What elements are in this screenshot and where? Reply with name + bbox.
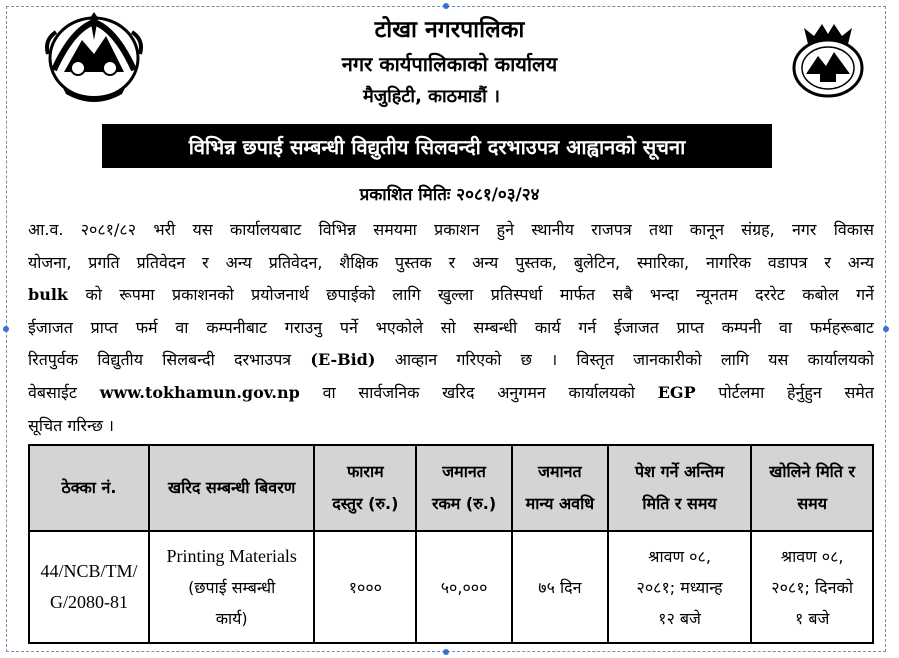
header-security-amount: जमानत रकम (रु.) bbox=[416, 445, 512, 531]
resize-handle-left[interactable] bbox=[3, 326, 9, 332]
cell-security-amount: ५०,००० bbox=[416, 531, 512, 643]
notice-body bbox=[28, 214, 874, 442]
cell-security-validity: ७५ दिन bbox=[512, 531, 608, 643]
resize-handle-top[interactable] bbox=[443, 3, 449, 9]
body-line-1: आ.व. २०८१/८२ भरी यस कार्यालयबाट विभिन्न समयमा प्रकाशन हुने स्थानीय राजपत्र तथा कानून संग्रह, नगर विकास bbox=[28, 220, 874, 239]
office-name: टोखा नगरपालिका bbox=[374, 17, 525, 43]
body-line-6-text-c: पोर्टलमा हेर्नुहुन समेत bbox=[718, 382, 874, 402]
body-line-7: सूचित गरिन्छ । bbox=[28, 415, 114, 435]
header-security-validity: जमानत मान्य अवधि bbox=[512, 445, 608, 531]
cell-form-fee: १००० bbox=[314, 531, 416, 643]
body-line-6-text-b: वा सार्वजनिक खरिद अनुगमन कार्यालयको bbox=[322, 382, 635, 402]
description-en: Printing Materials bbox=[166, 545, 297, 566]
body-line-5-text-a: रितपुर्वक विद्युतीय सिलबन्दी दरभाउपत्र bbox=[28, 350, 292, 370]
website-link[interactable]: www.tokhamun.gov.np bbox=[99, 382, 300, 402]
published-label: प्रकाशित मितिः bbox=[359, 185, 451, 205]
office-subtitle: नगर कार्यपालिकाको कार्यालय bbox=[341, 52, 558, 76]
bulk-term: bulk bbox=[28, 285, 68, 305]
body-line-5 bbox=[28, 344, 874, 377]
header-opening-date: खोलिने मिति र समय bbox=[751, 445, 873, 531]
body-line-5-text-b: आव्हान गरिएको छ । विस्तृत जानकारीको लागि यस कार्यालयको bbox=[394, 350, 874, 370]
ebid-term: (E-Bid) bbox=[310, 350, 376, 370]
notice-title: विभिन्न छपाई सम्बन्धी विद्युतीय सिलवन्दी दरभाउपत्र आह्वानको सूचना bbox=[188, 134, 686, 159]
header-description: खरिद सम्बन्धी बिवरण bbox=[149, 445, 315, 531]
body-line-3 bbox=[28, 279, 874, 312]
published-date: २०८१/०३/२४ bbox=[456, 185, 540, 205]
header-form-fee: फाराम दस्तुर (रु.) bbox=[314, 445, 416, 531]
egp-term: EGP bbox=[657, 382, 696, 402]
notice-title-banner bbox=[102, 124, 772, 168]
resize-handle-bottom[interactable] bbox=[443, 649, 449, 655]
body-line-4: ईजाजत प्राप्त फर्म वा कम्पनीबाट गराउनु पर्ने भएकोले सो सम्बन्धी कार्य गर्न ईजाजत प्राप्त कम्पनी वा फर्महरूबाट bbox=[28, 317, 874, 337]
body-line-6 bbox=[28, 377, 874, 410]
body-line-2: योजना, प्रगति प्रतिवेदन र अन्य प्रतिवेदन, शैक्षिक पुस्तक र अन्य पुस्तक, बुलेटिन, स्मारिका, नागरिक वडापत्र र अन्य bbox=[28, 252, 874, 272]
published-date-line bbox=[0, 182, 899, 205]
description-np: (छपाई सम्बन्धी कार्य) bbox=[188, 577, 276, 628]
cell-contract-no: 44/NCB/TM/ G/2080-81 bbox=[29, 531, 149, 643]
header-contract-no: ठेक्का नं. bbox=[29, 445, 149, 531]
cell-opening-date: श्रावण ०८, २०८१; दिनको १ बजे bbox=[751, 531, 873, 643]
header-submission-deadline: पेश गर्ने अन्तिम मिति र समय bbox=[608, 445, 752, 531]
office-address: मैजुहिटी, काठमाडौं । bbox=[363, 86, 500, 107]
body-line-6-text-a: वेबसाईट bbox=[28, 382, 77, 402]
table-header-row bbox=[29, 445, 873, 531]
table-row bbox=[29, 531, 873, 643]
cell-description bbox=[149, 531, 315, 643]
resize-handle-right[interactable] bbox=[883, 326, 889, 332]
tender-table bbox=[28, 444, 874, 644]
body-line-3-text: को रूपमा प्रकाशनको प्रयोजनार्थ छपाईको लागि खुल्ला प्रतिस्पर्धा मार्फत सबै भन्दा न्यूनतम दररेट कबोल गर्ने bbox=[85, 285, 874, 305]
cell-submission-deadline: श्रावण ०८, २०८१; मध्यान्ह १२ बजे bbox=[608, 531, 752, 643]
